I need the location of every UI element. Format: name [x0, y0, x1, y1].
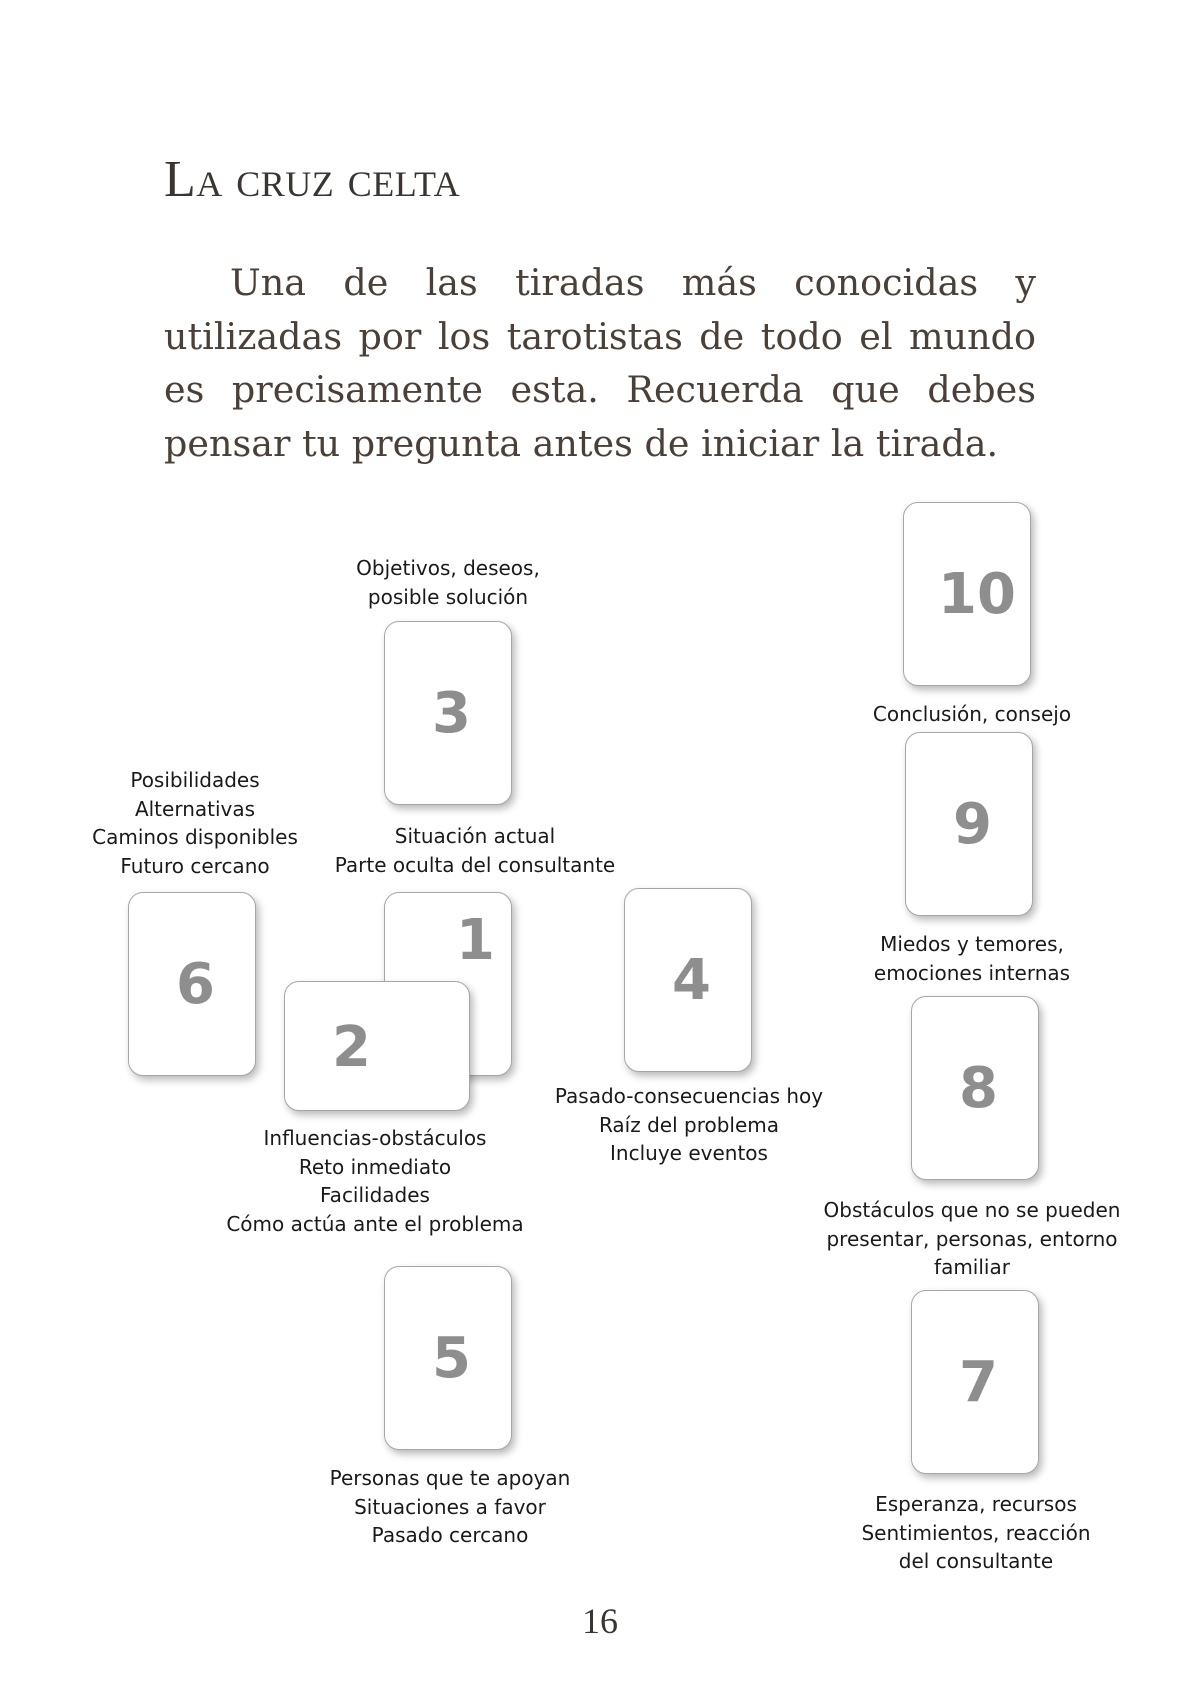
card-1-label: Situación actual Parte oculta del consultante [334, 824, 616, 877]
card-6-number: 6 [176, 952, 215, 1017]
intro-paragraph [164, 256, 1036, 470]
card-8 [911, 996, 1039, 1180]
card-9-label: Miedos y temores, emociones internas [873, 932, 1071, 985]
card-4-label: Pasado-consecuencias hoy Raíz del problema Incluye eventos [554, 1084, 824, 1165]
card-3 [384, 621, 512, 805]
card-1-number: 1 [456, 908, 495, 973]
card-6-label: Posibilidades Alternativas Caminos disponibles Futuro cercano [92, 768, 298, 878]
card-8-label: Obstáculos que no se pueden presentar, personas, entorno familiar [823, 1198, 1121, 1279]
card-5 [384, 1266, 512, 1450]
page-number: 16 [582, 1601, 618, 1641]
card-5-label: Personas que te apoyan Situaciones a favor Pasado cercano [329, 1466, 571, 1547]
card-7-label: Esperanza, recursos Sentimientos, reacción del consultante [861, 1492, 1091, 1573]
card-2 [284, 981, 470, 1111]
intro-text: Una de las tiradas más conocidas y utilizadas por los tarotistas de todo el mundo es precisamente esta. Recuerda que debes pensar tu pregunta antes de iniciar la tirada. [164, 261, 1036, 465]
card-8-number: 8 [959, 1056, 998, 1121]
card-9-number: 9 [953, 792, 992, 857]
card-2-label: Influencias-obstáculos Reto inmediato Facilidades Cómo actúa ante el problema [226, 1126, 524, 1236]
card-3-label: Objetivos, deseos, posible solución [356, 556, 540, 609]
card-2-number: 2 [332, 1015, 371, 1080]
card-7-number: 7 [959, 1350, 998, 1415]
card-6 [128, 892, 256, 1076]
card-5-number: 5 [432, 1326, 471, 1391]
section-heading: La cruz celta [164, 151, 461, 208]
card-9 [905, 732, 1033, 916]
card-10 [903, 502, 1031, 686]
card-10-label: Conclusión, consejo [872, 702, 1072, 726]
card-4-number: 4 [672, 948, 711, 1013]
card-3-number: 3 [432, 681, 471, 746]
card-10-number: 10 [938, 562, 1016, 627]
card-7 [911, 1290, 1039, 1474]
card-4 [624, 888, 752, 1072]
